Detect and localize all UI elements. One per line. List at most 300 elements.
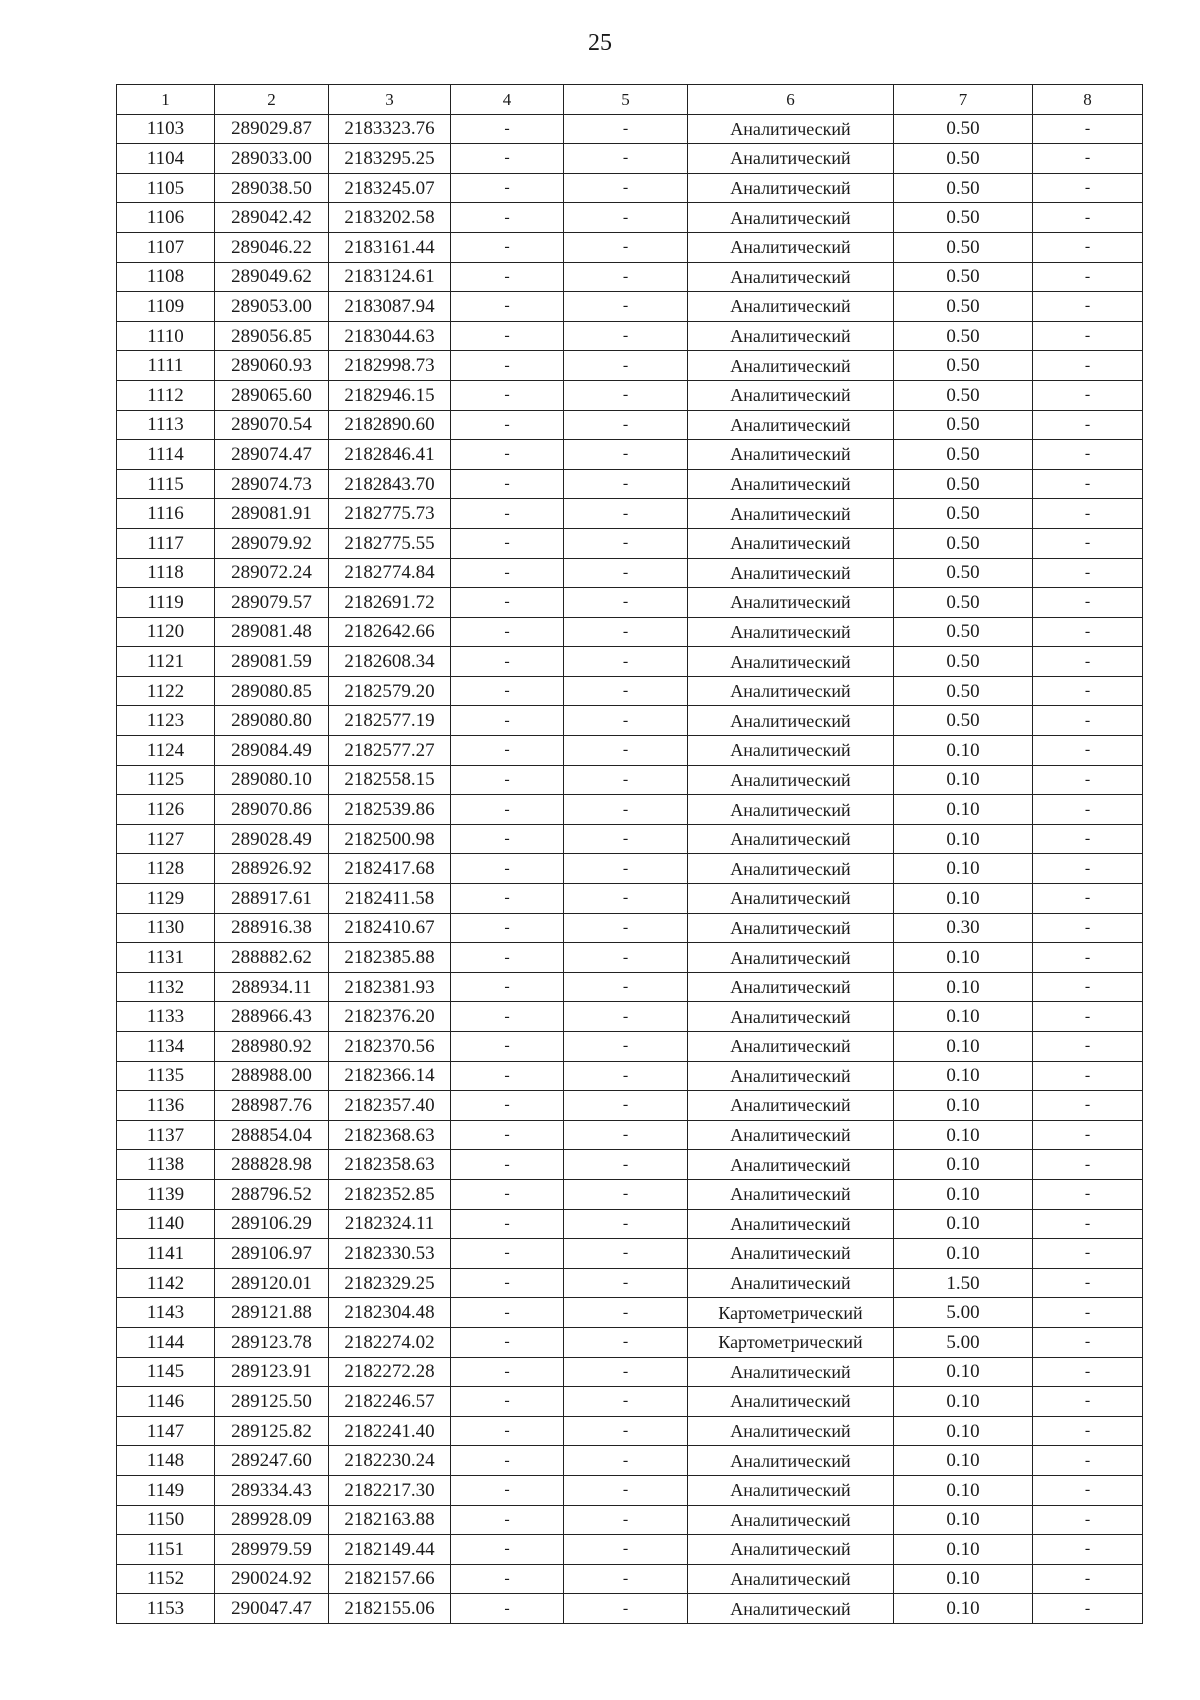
cell-method: Аналитический	[688, 617, 894, 647]
cell-col-8: -	[1033, 1594, 1143, 1624]
cell-col-5: -	[564, 292, 688, 322]
cell-coord-x: 288828.98	[215, 1150, 329, 1180]
cell-coord-x: 288980.92	[215, 1032, 329, 1062]
cell-col-8: -	[1033, 736, 1143, 766]
cell-col-8: -	[1033, 232, 1143, 262]
cell-coord-x: 289123.91	[215, 1357, 329, 1387]
cell-method: Аналитический	[688, 1239, 894, 1269]
cell-method: Аналитический	[688, 232, 894, 262]
cell-accuracy: 0.10	[894, 1179, 1033, 1209]
cell-col-5: -	[564, 943, 688, 973]
cell-point-number: 1141	[117, 1239, 215, 1269]
cell-col-8: -	[1033, 913, 1143, 943]
cell-coord-y: 2182385.88	[329, 943, 451, 973]
cell-coord-x: 289334.43	[215, 1475, 329, 1505]
cell-coord-y: 2182352.85	[329, 1179, 451, 1209]
cell-accuracy: 0.10	[894, 795, 1033, 825]
cell-coord-y: 2182163.88	[329, 1505, 451, 1535]
cell-coord-y: 2182608.34	[329, 647, 451, 677]
table-row	[117, 824, 1143, 854]
cell-point-number: 1111	[117, 351, 215, 381]
cell-accuracy: 0.50	[894, 410, 1033, 440]
cell-method: Аналитический	[688, 824, 894, 854]
cell-accuracy: 0.50	[894, 380, 1033, 410]
cell-point-number: 1152	[117, 1564, 215, 1594]
cell-accuracy: 0.50	[894, 351, 1033, 381]
cell-coord-x: 289056.85	[215, 321, 329, 351]
cell-col-8: -	[1033, 144, 1143, 174]
cell-col-8: -	[1033, 972, 1143, 1002]
table-row	[117, 588, 1143, 618]
cell-point-number: 1110	[117, 321, 215, 351]
cell-col-8: -	[1033, 1535, 1143, 1565]
cell-coord-x: 289125.82	[215, 1416, 329, 1446]
cell-point-number: 1120	[117, 617, 215, 647]
cell-col-5: -	[564, 1179, 688, 1209]
cell-col-5: -	[564, 528, 688, 558]
cell-col-5: -	[564, 1327, 688, 1357]
cell-col-5: -	[564, 232, 688, 262]
table-row	[117, 1061, 1143, 1091]
cell-coord-y: 2182411.58	[329, 884, 451, 914]
cell-accuracy: 0.10	[894, 854, 1033, 884]
cell-point-number: 1122	[117, 676, 215, 706]
cell-accuracy: 0.10	[894, 1239, 1033, 1269]
cell-col-5: -	[564, 351, 688, 381]
cell-col-8: -	[1033, 440, 1143, 470]
column-header-7: 7	[894, 85, 1033, 115]
cell-col-5: -	[564, 1002, 688, 1032]
cell-coord-x: 288916.38	[215, 913, 329, 943]
cell-method: Аналитический	[688, 203, 894, 233]
cell-accuracy: 0.10	[894, 1209, 1033, 1239]
cell-col-5: -	[564, 1357, 688, 1387]
cell-method: Аналитический	[688, 706, 894, 736]
cell-accuracy: 0.10	[894, 1120, 1033, 1150]
cell-col-4: -	[451, 1091, 564, 1121]
cell-col-4: -	[451, 144, 564, 174]
cell-method: Аналитический	[688, 1505, 894, 1535]
cell-point-number: 1118	[117, 558, 215, 588]
cell-point-number: 1138	[117, 1150, 215, 1180]
cell-point-number: 1144	[117, 1327, 215, 1357]
table-row	[117, 1505, 1143, 1535]
cell-coord-y: 2182946.15	[329, 380, 451, 410]
cell-accuracy: 0.10	[894, 824, 1033, 854]
cell-col-5: -	[564, 765, 688, 795]
cell-col-4: -	[451, 588, 564, 618]
cell-coord-y: 2182358.63	[329, 1150, 451, 1180]
cell-coord-y: 2182843.70	[329, 469, 451, 499]
table-row	[117, 736, 1143, 766]
cell-point-number: 1121	[117, 647, 215, 677]
cell-method: Аналитический	[688, 144, 894, 174]
cell-coord-y: 2182366.14	[329, 1061, 451, 1091]
cell-coord-x: 289081.59	[215, 647, 329, 677]
cell-col-4: -	[451, 884, 564, 914]
cell-coord-y: 2182539.86	[329, 795, 451, 825]
cell-accuracy: 0.10	[894, 1061, 1033, 1091]
cell-coord-x: 289074.47	[215, 440, 329, 470]
cell-col-5: -	[564, 114, 688, 144]
table-row	[117, 1535, 1143, 1565]
cell-coord-y: 2183124.61	[329, 262, 451, 292]
table-row	[117, 1357, 1143, 1387]
cell-accuracy: 0.10	[894, 736, 1033, 766]
table-row	[117, 617, 1143, 647]
cell-coord-x: 289079.92	[215, 528, 329, 558]
cell-point-number: 1136	[117, 1091, 215, 1121]
cell-coord-x: 289060.93	[215, 351, 329, 381]
cell-coord-y: 2183087.94	[329, 292, 451, 322]
cell-col-5: -	[564, 1416, 688, 1446]
cell-accuracy: 5.00	[894, 1298, 1033, 1328]
cell-point-number: 1140	[117, 1209, 215, 1239]
cell-method: Аналитический	[688, 1475, 894, 1505]
cell-coord-y: 2182998.73	[329, 351, 451, 381]
cell-accuracy: 0.10	[894, 1446, 1033, 1476]
cell-accuracy: 0.50	[894, 262, 1033, 292]
cell-accuracy: 0.50	[894, 440, 1033, 470]
cell-point-number: 1125	[117, 765, 215, 795]
cell-coord-x: 289080.85	[215, 676, 329, 706]
cell-coord-y: 2183323.76	[329, 114, 451, 144]
cell-col-5: -	[564, 913, 688, 943]
cell-coord-y: 2182558.15	[329, 765, 451, 795]
cell-col-5: -	[564, 262, 688, 292]
cell-col-4: -	[451, 676, 564, 706]
cell-coord-x: 289028.49	[215, 824, 329, 854]
cell-coord-x: 289979.59	[215, 1535, 329, 1565]
cell-col-4: -	[451, 913, 564, 943]
table-row	[117, 1209, 1143, 1239]
cell-col-8: -	[1033, 558, 1143, 588]
cell-coord-x: 288988.00	[215, 1061, 329, 1091]
table-row	[117, 676, 1143, 706]
cell-method: Аналитический	[688, 1091, 894, 1121]
cell-col-5: -	[564, 1505, 688, 1535]
cell-col-4: -	[451, 1446, 564, 1476]
cell-coord-x: 289042.42	[215, 203, 329, 233]
cell-coord-y: 2182157.66	[329, 1564, 451, 1594]
cell-col-8: -	[1033, 617, 1143, 647]
cell-accuracy: 0.50	[894, 114, 1033, 144]
cell-col-4: -	[451, 1268, 564, 1298]
cell-method: Аналитический	[688, 647, 894, 677]
cell-point-number: 1153	[117, 1594, 215, 1624]
cell-method: Аналитический	[688, 1209, 894, 1239]
cell-col-8: -	[1033, 410, 1143, 440]
cell-point-number: 1103	[117, 114, 215, 144]
cell-coord-y: 2182304.48	[329, 1298, 451, 1328]
cell-col-5: -	[564, 854, 688, 884]
cell-col-4: -	[451, 351, 564, 381]
table-row	[117, 706, 1143, 736]
cell-point-number: 1116	[117, 499, 215, 529]
cell-point-number: 1145	[117, 1357, 215, 1387]
cell-col-8: -	[1033, 854, 1143, 884]
table-row	[117, 528, 1143, 558]
cell-coord-y: 2182846.41	[329, 440, 451, 470]
cell-method: Аналитический	[688, 884, 894, 914]
cell-col-4: -	[451, 795, 564, 825]
cell-coord-y: 2182410.67	[329, 913, 451, 943]
cell-col-8: -	[1033, 499, 1143, 529]
cell-col-4: -	[451, 1061, 564, 1091]
cell-col-5: -	[564, 824, 688, 854]
table-row	[117, 469, 1143, 499]
table-row	[117, 203, 1143, 233]
cell-method: Аналитический	[688, 351, 894, 381]
cell-method: Аналитический	[688, 765, 894, 795]
cell-col-5: -	[564, 1594, 688, 1624]
table-row	[117, 1179, 1143, 1209]
cell-method: Аналитический	[688, 262, 894, 292]
cell-col-8: -	[1033, 647, 1143, 677]
cell-point-number: 1143	[117, 1298, 215, 1328]
cell-col-5: -	[564, 1387, 688, 1417]
cell-col-8: -	[1033, 824, 1143, 854]
column-header-4: 4	[451, 85, 564, 115]
cell-col-8: -	[1033, 1505, 1143, 1535]
cell-coord-x: 288854.04	[215, 1120, 329, 1150]
cell-col-4: -	[451, 469, 564, 499]
cell-coord-y: 2182417.68	[329, 854, 451, 884]
cell-col-5: -	[564, 558, 688, 588]
cell-col-8: -	[1033, 528, 1143, 558]
cell-coord-y: 2182330.53	[329, 1239, 451, 1269]
cell-col-8: -	[1033, 1120, 1143, 1150]
cell-coord-x: 289070.86	[215, 795, 329, 825]
cell-point-number: 1133	[117, 1002, 215, 1032]
cell-col-4: -	[451, 647, 564, 677]
table-row	[117, 410, 1143, 440]
cell-point-number: 1126	[117, 795, 215, 825]
cell-method: Аналитический	[688, 1120, 894, 1150]
cell-coord-x: 288926.92	[215, 854, 329, 884]
cell-coord-x: 289065.60	[215, 380, 329, 410]
cell-point-number: 1115	[117, 469, 215, 499]
cell-col-4: -	[451, 1327, 564, 1357]
cell-coord-x: 289081.91	[215, 499, 329, 529]
cell-method: Аналитический	[688, 292, 894, 322]
table-row	[117, 1298, 1143, 1328]
cell-col-5: -	[564, 617, 688, 647]
column-header-5: 5	[564, 85, 688, 115]
cell-point-number: 1131	[117, 943, 215, 973]
cell-coord-y: 2182890.60	[329, 410, 451, 440]
cell-coord-x: 289072.24	[215, 558, 329, 588]
cell-coord-y: 2182324.11	[329, 1209, 451, 1239]
cell-col-8: -	[1033, 706, 1143, 736]
cell-col-8: -	[1033, 765, 1143, 795]
cell-coord-y: 2182370.56	[329, 1032, 451, 1062]
cell-col-8: -	[1033, 1446, 1143, 1476]
cell-coord-x: 289120.01	[215, 1268, 329, 1298]
cell-col-8: -	[1033, 1179, 1143, 1209]
cell-accuracy: 0.50	[894, 676, 1033, 706]
cell-point-number: 1108	[117, 262, 215, 292]
page-number: 25	[588, 30, 612, 56]
cell-coord-x: 289053.00	[215, 292, 329, 322]
cell-point-number: 1123	[117, 706, 215, 736]
cell-col-5: -	[564, 588, 688, 618]
cell-coord-y: 2182376.20	[329, 1002, 451, 1032]
cell-coord-x: 290047.47	[215, 1594, 329, 1624]
cell-col-8: -	[1033, 262, 1143, 292]
cell-point-number: 1113	[117, 410, 215, 440]
cell-method: Аналитический	[688, 588, 894, 618]
cell-coord-y: 2182217.30	[329, 1475, 451, 1505]
cell-point-number: 1124	[117, 736, 215, 766]
cell-point-number: 1107	[117, 232, 215, 262]
cell-col-8: -	[1033, 1387, 1143, 1417]
cell-col-8: -	[1033, 292, 1143, 322]
cell-accuracy: 0.50	[894, 617, 1033, 647]
table-row	[117, 499, 1143, 529]
cell-point-number: 1105	[117, 173, 215, 203]
cell-col-8: -	[1033, 380, 1143, 410]
cell-point-number: 1147	[117, 1416, 215, 1446]
cell-col-4: -	[451, 1387, 564, 1417]
cell-method: Аналитический	[688, 440, 894, 470]
cell-coord-y: 2182775.73	[329, 499, 451, 529]
table-row	[117, 647, 1143, 677]
cell-accuracy: 0.10	[894, 1505, 1033, 1535]
cell-accuracy: 0.10	[894, 1475, 1033, 1505]
table-row	[117, 1475, 1143, 1505]
cell-point-number: 1150	[117, 1505, 215, 1535]
cell-method: Аналитический	[688, 943, 894, 973]
cell-accuracy: 0.10	[894, 1150, 1033, 1180]
cell-col-8: -	[1033, 1327, 1143, 1357]
cell-coord-x: 289080.10	[215, 765, 329, 795]
cell-coord-y: 2182500.98	[329, 824, 451, 854]
cell-col-8: -	[1033, 114, 1143, 144]
cell-col-5: -	[564, 1268, 688, 1298]
cell-coord-x: 289125.50	[215, 1387, 329, 1417]
cell-accuracy: 0.50	[894, 173, 1033, 203]
cell-col-5: -	[564, 884, 688, 914]
cell-col-8: -	[1033, 795, 1143, 825]
cell-method: Аналитический	[688, 795, 894, 825]
cell-col-4: -	[451, 499, 564, 529]
cell-col-5: -	[564, 173, 688, 203]
cell-coord-y: 2182246.57	[329, 1387, 451, 1417]
cell-col-5: -	[564, 499, 688, 529]
cell-coord-x: 289081.48	[215, 617, 329, 647]
cell-point-number: 1149	[117, 1475, 215, 1505]
cell-col-4: -	[451, 114, 564, 144]
cell-col-4: -	[451, 1209, 564, 1239]
cell-col-5: -	[564, 1239, 688, 1269]
cell-coord-x: 289080.80	[215, 706, 329, 736]
cell-col-8: -	[1033, 1416, 1143, 1446]
cell-accuracy: 5.00	[894, 1327, 1033, 1357]
cell-accuracy: 0.50	[894, 321, 1033, 351]
table-row	[117, 1239, 1143, 1269]
cell-col-5: -	[564, 380, 688, 410]
cell-method: Аналитический	[688, 499, 894, 529]
cell-method: Аналитический	[688, 469, 894, 499]
cell-accuracy: 0.30	[894, 913, 1033, 943]
column-header-3: 3	[329, 85, 451, 115]
cell-method: Аналитический	[688, 380, 894, 410]
cell-col-4: -	[451, 1032, 564, 1062]
cell-col-4: -	[451, 972, 564, 1002]
cell-col-8: -	[1033, 1239, 1143, 1269]
table-row	[117, 1091, 1143, 1121]
cell-coord-x: 289046.22	[215, 232, 329, 262]
cell-col-4: -	[451, 321, 564, 351]
cell-point-number: 1109	[117, 292, 215, 322]
cell-col-8: -	[1033, 1564, 1143, 1594]
cell-point-number: 1129	[117, 884, 215, 914]
cell-col-4: -	[451, 1475, 564, 1505]
cell-accuracy: 0.50	[894, 588, 1033, 618]
cell-point-number: 1132	[117, 972, 215, 1002]
cell-coord-y: 2182642.66	[329, 617, 451, 647]
table-row	[117, 972, 1143, 1002]
cell-col-5: -	[564, 706, 688, 736]
table-row	[117, 558, 1143, 588]
cell-point-number: 1151	[117, 1535, 215, 1565]
cell-col-8: -	[1033, 1032, 1143, 1062]
cell-accuracy: 0.10	[894, 1002, 1033, 1032]
table-row	[117, 1446, 1143, 1476]
cell-method: Аналитический	[688, 1179, 894, 1209]
cell-method: Аналитический	[688, 676, 894, 706]
cell-accuracy: 0.10	[894, 972, 1033, 1002]
cell-coord-y: 2182274.02	[329, 1327, 451, 1357]
table-body	[117, 114, 1143, 1623]
cell-coord-x: 289247.60	[215, 1446, 329, 1476]
cell-col-4: -	[451, 1594, 564, 1624]
cell-point-number: 1112	[117, 380, 215, 410]
cell-accuracy: 0.50	[894, 292, 1033, 322]
cell-accuracy: 0.50	[894, 558, 1033, 588]
cell-coord-y: 2182230.24	[329, 1446, 451, 1476]
cell-coord-x: 288917.61	[215, 884, 329, 914]
cell-col-5: -	[564, 972, 688, 1002]
table-row	[117, 1032, 1143, 1062]
table-row	[117, 232, 1143, 262]
table-row	[117, 943, 1143, 973]
table-row	[117, 144, 1143, 174]
cell-coord-x: 289123.78	[215, 1327, 329, 1357]
cell-col-4: -	[451, 824, 564, 854]
cell-coord-x: 288987.76	[215, 1091, 329, 1121]
cell-coord-y: 2183202.58	[329, 203, 451, 233]
cell-col-5: -	[564, 144, 688, 174]
table-row	[117, 1564, 1143, 1594]
cell-col-4: -	[451, 1564, 564, 1594]
cell-accuracy: 0.50	[894, 203, 1033, 233]
cell-col-5: -	[564, 1446, 688, 1476]
cell-col-4: -	[451, 292, 564, 322]
cell-col-8: -	[1033, 321, 1143, 351]
cell-coord-y: 2182577.27	[329, 736, 451, 766]
table-row	[117, 1120, 1143, 1150]
cell-col-5: -	[564, 1120, 688, 1150]
cell-col-8: -	[1033, 203, 1143, 233]
cell-col-4: -	[451, 854, 564, 884]
cell-coord-x: 288796.52	[215, 1179, 329, 1209]
cell-col-5: -	[564, 440, 688, 470]
cell-col-8: -	[1033, 588, 1143, 618]
cell-accuracy: 0.10	[894, 1091, 1033, 1121]
table-header-row	[117, 85, 1143, 115]
